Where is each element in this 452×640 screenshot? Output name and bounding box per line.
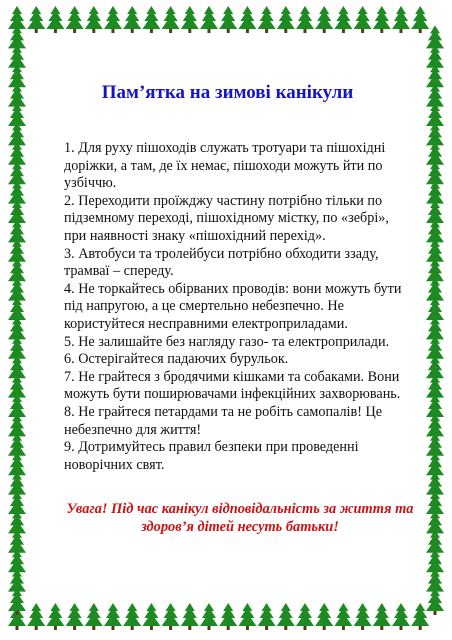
fir-tree-icon [104, 6, 122, 33]
fir-tree-icon [392, 603, 410, 630]
safety-rules-list [64, 140, 412, 474]
fir-tree-icon [123, 603, 141, 630]
rule-item-3: 3. Автобуси та тролейбуси потрібно обходити ззаду, трамваї – спереду. [64, 245, 379, 280]
rule-item-1: 1. Для руху пішоходів служать тротуари та пішохідні доріжки, а там, де їх немає, пішоходи можуть йти по узбіччю. [64, 140, 386, 192]
fir-tree-icon [373, 6, 391, 33]
fir-tree-icon [296, 603, 314, 630]
fir-tree-icon [66, 6, 84, 33]
fir-tree-icon [66, 603, 84, 630]
rule-item-9: 9. Дотримуйтесь правил безпеки при проведенні новорічних свят. [64, 439, 359, 473]
fir-tree-icon [315, 6, 333, 33]
fir-tree-icon [162, 6, 180, 33]
fir-tree-icon [200, 6, 218, 33]
fir-tree-icon [104, 603, 122, 630]
fir-tree-icon [219, 6, 237, 33]
fir-tree-icon [27, 6, 45, 33]
fir-tree-icon [27, 603, 45, 630]
page-title: Пам’ятка на зимові канікули [101, 82, 354, 103]
fir-tree-icon [334, 603, 352, 630]
fir-tree-icon [354, 6, 372, 33]
fir-tree-icon [238, 603, 256, 630]
fir-tree-icon [46, 6, 64, 33]
fir-tree-icon [277, 603, 295, 630]
fir-tree-icon [181, 6, 199, 33]
fir-tree-icon [258, 603, 276, 630]
fir-tree-icon [142, 6, 160, 33]
fir-tree-icon [296, 6, 314, 33]
fir-tree-icon [181, 603, 199, 630]
fir-tree-icon [238, 6, 256, 33]
fir-tree-icon [162, 603, 180, 630]
fir-tree-icon [258, 6, 276, 33]
fir-tree-icon [8, 588, 26, 615]
parents-responsibility-warning: Увага! Під час канікул відповідальність за життя та здоров’я дітей несуть батьки! [66, 501, 414, 535]
rule-item-8: 8. Не грайтеся петардами та не робіть самопалів! Це небезпечно для життя! [64, 403, 383, 438]
fir-tree-icon [354, 603, 372, 630]
fir-tree-icon [219, 603, 237, 630]
fir-tree-icon [334, 6, 352, 33]
fir-tree-icon [85, 6, 103, 33]
fir-tree-icon [142, 603, 160, 630]
fir-tree-icon [46, 603, 64, 630]
fir-tree-icon [123, 6, 141, 33]
fir-tree-icon [411, 603, 429, 630]
fir-tree-icon [200, 603, 218, 630]
fir-tree-icon [373, 603, 391, 630]
rule-item-5: 5. Не залишайте без нагляду газо- та електроприлади. [64, 333, 390, 350]
rule-item-7: 7. Не грайтеся з бродячими кішками та собаками. Вони можуть бути поширювачами інфекційних захворювань. [64, 368, 401, 403]
fir-tree-icon [85, 603, 103, 630]
fir-tree-icon [277, 6, 295, 33]
fir-tree-icon [411, 6, 429, 33]
fir-tree-icon [315, 603, 333, 630]
fir-tree-icon [426, 588, 444, 615]
rule-item-2: 2. Переходити проїжджу частину потрібно тільки по підземному переході, пішохідному містку, по «зебрі», при наявності знаку «пішохідний перехід». [64, 192, 389, 244]
rule-item-6: 6. Остерігайтеся падаючих бурульок. [64, 351, 289, 368]
rule-item-4: 4. Не торкайтесь обірваних проводів: вони можуть бути під напругою, а це смертельно небезпечно. Не користуйтеся несправними електроприладами. [64, 280, 402, 332]
fir-tree-icon [392, 6, 410, 33]
